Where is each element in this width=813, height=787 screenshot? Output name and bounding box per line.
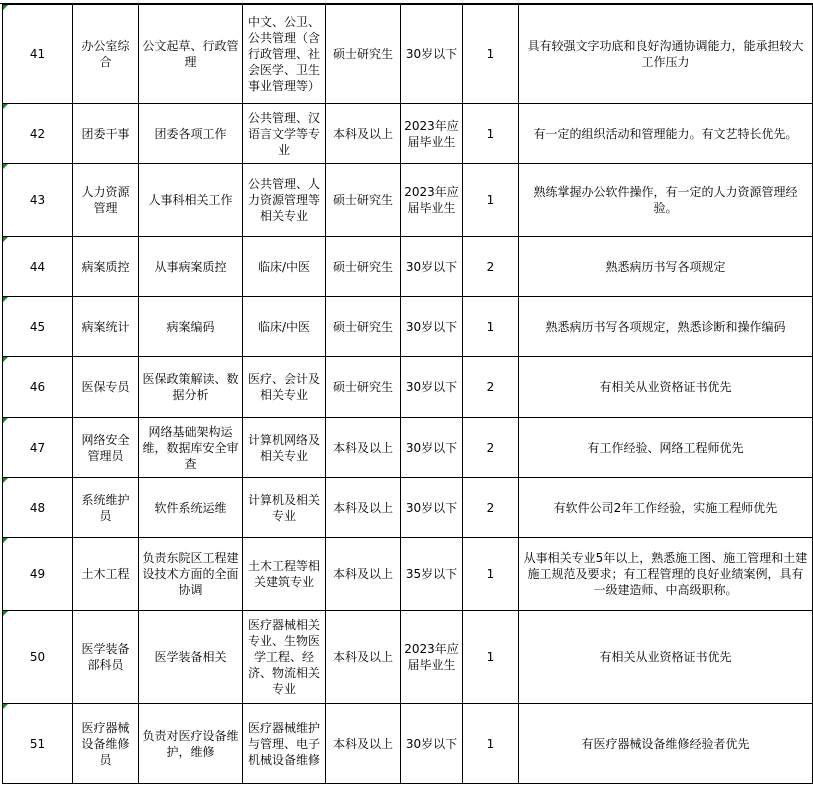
requirement-cell[interactable]: 有工作经验、网络工程师优先 [519,418,813,478]
position-cell[interactable]: 办公室综合 [73,5,139,104]
duty-cell[interactable]: 人事科相关工作 [139,164,243,237]
table-row [3,478,813,538]
row-number-cell[interactable]: 49 [3,538,73,611]
duty-cell[interactable]: 团委各项工作 [139,104,243,164]
headcount-cell[interactable]: 2 [463,478,519,538]
table-row [3,611,813,704]
row-number-cell[interactable]: 42 [3,104,73,164]
headcount-cell[interactable]: 1 [463,164,519,237]
age-cell[interactable]: 30岁以下 [401,478,463,538]
age-cell[interactable]: 30岁以下 [401,5,463,104]
position-cell[interactable]: 土木工程 [73,538,139,611]
row-number-cell[interactable]: 48 [3,478,73,538]
age-cell[interactable]: 30岁以下 [401,297,463,357]
major-cell[interactable]: 医疗器械维护与管理、电子机械设备维修 [243,704,326,784]
row-number-cell[interactable]: 46 [3,357,73,418]
major-cell[interactable]: 临床/中医 [243,237,326,297]
major-cell[interactable]: 临床/中医 [243,297,326,357]
education-cell[interactable]: 本科及以上 [326,611,401,704]
duty-cell[interactable]: 从事病案质控 [139,237,243,297]
education-cell[interactable]: 本科及以上 [326,538,401,611]
duty-cell[interactable]: 医保政策解读、数据分析 [139,357,243,418]
headcount-cell[interactable]: 1 [463,704,519,784]
position-cell[interactable]: 人力资源管理 [73,164,139,237]
position-cell[interactable]: 网络安全管理员 [73,418,139,478]
age-cell[interactable]: 30岁以下 [401,704,463,784]
major-cell[interactable]: 中文、公卫、公共管理（含行政管理、社会医学、卫生事业管理等） [243,5,326,104]
headcount-cell[interactable]: 1 [463,5,519,104]
headcount-cell[interactable]: 2 [463,237,519,297]
headcount-cell[interactable]: 1 [463,297,519,357]
table-row [3,418,813,478]
requirement-cell[interactable]: 有相关从业资格证书优先 [519,357,813,418]
duty-cell[interactable]: 医学装备相关 [139,611,243,704]
education-cell[interactable]: 硕士研究生 [326,237,401,297]
education-cell[interactable]: 本科及以上 [326,104,401,164]
age-cell[interactable]: 35岁以下 [401,538,463,611]
row-number-cell[interactable]: 50 [3,611,73,704]
major-cell[interactable]: 医疗器械相关专业、生物医学工程、经济、物流相关专业 [243,611,326,704]
table-row [3,237,813,297]
row-number-cell[interactable]: 51 [3,704,73,784]
headcount-cell[interactable]: 1 [463,611,519,704]
age-cell[interactable]: 2023年应届毕业生 [401,104,463,164]
position-cell[interactable]: 医学装备部科员 [73,611,139,704]
table-row [3,357,813,418]
duty-cell[interactable]: 负责对医疗设备维护，维修 [139,704,243,784]
requirement-cell[interactable]: 有相关从业资格证书优先 [519,611,813,704]
education-cell[interactable]: 本科及以上 [326,418,401,478]
education-cell[interactable]: 硕士研究生 [326,164,401,237]
duty-cell[interactable]: 公文起草、行政管理 [139,5,243,104]
table-row [3,297,813,357]
major-cell[interactable]: 公共管理、人力资源管理等相关专业 [243,164,326,237]
job-table [2,4,813,784]
position-cell[interactable]: 团委干事 [73,104,139,164]
age-cell[interactable]: 2023年应届毕业生 [401,164,463,237]
row-number-cell[interactable]: 47 [3,418,73,478]
requirement-cell[interactable]: 有软件公司2年工作经验，实施工程师优先 [519,478,813,538]
position-cell[interactable]: 医保专员 [73,357,139,418]
table-row [3,538,813,611]
row-number-cell[interactable]: 44 [3,237,73,297]
duty-cell[interactable]: 负责东院区工程建设技术方面的全面协调 [139,538,243,611]
age-cell[interactable]: 2023年应届毕业生 [401,611,463,704]
headcount-cell[interactable]: 1 [463,538,519,611]
major-cell[interactable]: 医疗、会计及相关专业 [243,357,326,418]
headcount-cell[interactable]: 2 [463,357,519,418]
requirement-cell[interactable]: 熟悉病历书写各项规定，熟悉诊断和操作编码 [519,297,813,357]
position-cell[interactable]: 病案质控 [73,237,139,297]
education-cell[interactable]: 本科及以上 [326,478,401,538]
education-cell[interactable]: 硕士研究生 [326,5,401,104]
major-cell[interactable]: 公共管理、汉语言文学等专业 [243,104,326,164]
major-cell[interactable]: 土木工程等相关建筑专业 [243,538,326,611]
requirement-cell[interactable]: 有一定的组织活动和管理能力。有文艺特长优先。 [519,104,813,164]
age-cell[interactable]: 30岁以下 [401,418,463,478]
major-cell[interactable]: 计算机及相关专业 [243,478,326,538]
row-number-cell[interactable]: 41 [3,5,73,104]
education-cell[interactable]: 本科及以上 [326,704,401,784]
duty-cell[interactable]: 网络基础架构运维，数据库安全审查 [139,418,243,478]
age-cell[interactable]: 30岁以下 [401,357,463,418]
age-cell[interactable]: 30岁以下 [401,237,463,297]
table-row [3,5,813,104]
headcount-cell[interactable]: 1 [463,104,519,164]
duty-cell[interactable]: 软件系统运维 [139,478,243,538]
requirement-cell[interactable]: 具有较强文字功底和良好沟通协调能力，能承担较大工作压力 [519,5,813,104]
requirement-cell[interactable]: 从事相关专业5年以上，熟悉施工图、施工管理和土建施工规范及要求；有工程管理的良好业绩案例，具有一级建造师、中高级职称。 [519,538,813,611]
row-number-cell[interactable]: 43 [3,164,73,237]
requirement-cell[interactable]: 熟悉病历书写各项规定 [519,237,813,297]
table-row [3,164,813,237]
position-cell[interactable]: 系统维护员 [73,478,139,538]
education-cell[interactable]: 硕士研究生 [326,297,401,357]
headcount-cell[interactable]: 2 [463,418,519,478]
table-row [3,704,813,784]
position-cell[interactable]: 病案统计 [73,297,139,357]
row-number-cell[interactable]: 45 [3,297,73,357]
education-cell[interactable]: 硕士研究生 [326,357,401,418]
major-cell[interactable]: 计算机网络及相关专业 [243,418,326,478]
position-cell[interactable]: 医疗器械设备维修员 [73,704,139,784]
requirement-cell[interactable]: 有医疗器械设备维修经验者优先 [519,704,813,784]
requirement-cell[interactable]: 熟练掌握办公软件操作，有一定的人力资源管理经验。 [519,164,813,237]
table-row [3,104,813,164]
duty-cell[interactable]: 病案编码 [139,297,243,357]
